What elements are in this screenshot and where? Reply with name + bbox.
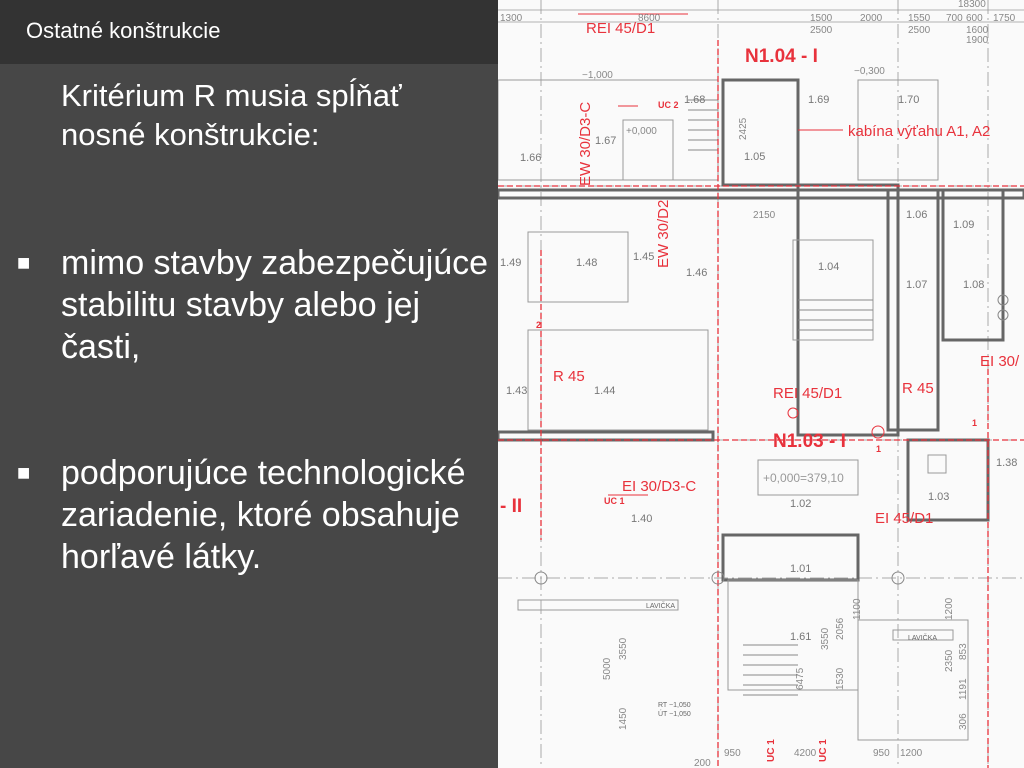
dim-label: 5000: [602, 657, 613, 680]
bullet-item-2: [17, 452, 491, 578]
fire-label: EI 30/D3-C: [622, 478, 697, 495]
note-label: RT −1,050: [658, 702, 691, 709]
room-number: 1.68: [684, 94, 706, 106]
dim-label: 950: [873, 748, 890, 759]
room-number: 1.40: [631, 513, 653, 525]
room-number: 1.67: [595, 135, 617, 147]
floor-plan-image: [498, 0, 1024, 768]
title-bar: [0, 0, 498, 64]
dim-label: 1500: [810, 13, 833, 24]
room-number: 1.48: [576, 257, 598, 269]
fire-label: EI 45/D1: [875, 510, 934, 527]
dim-label: 1600: [966, 25, 989, 36]
dim-label: 2000: [860, 13, 883, 24]
fire-label: kabína výťahu A1, A2: [848, 123, 991, 140]
floor-plan-drawing: [498, 0, 1024, 768]
bullet-item-1: [17, 242, 491, 368]
level-mark: +0,000=379,10: [763, 471, 844, 485]
fire-section-label: - II: [500, 496, 523, 517]
dim-label: 1200: [900, 748, 923, 759]
intro-text: Kritérium R musia spĺňať nosné konštrukcie:: [61, 78, 402, 152]
fire-label: UC 1: [766, 739, 777, 762]
dim-label: 2425: [738, 117, 749, 140]
room-number: 1.70: [898, 94, 920, 106]
dim-label: 200: [694, 758, 711, 768]
fire-label: R 45: [553, 368, 585, 385]
fire-section-label: N1.04 - I: [745, 46, 818, 67]
level-label: −0,300: [854, 66, 885, 77]
dim-label: 6475: [795, 667, 806, 690]
dim-label: 1750: [993, 13, 1016, 24]
level-label: +0,000: [626, 126, 657, 137]
room-number: 1.02: [790, 498, 812, 510]
bullet-square-icon: ■: [17, 250, 31, 275]
room-number: 1.46: [686, 267, 708, 279]
room-number: 1.49: [500, 257, 522, 269]
bullet-text-2: podporujúce technologické zariadenie, ktoré obsahuje horľavé látky.: [61, 454, 466, 576]
dim-label: 1900: [966, 35, 989, 46]
dim-label: 18300: [958, 0, 986, 10]
dim-label: 1191: [958, 678, 969, 700]
dim-label: 1450: [618, 707, 629, 730]
room-number: 1.61: [790, 631, 812, 643]
fire-label: 1: [972, 418, 978, 428]
room-number: 1.44: [594, 385, 616, 397]
dim-label: 306: [958, 713, 969, 730]
room-number: 1.01: [790, 563, 812, 575]
dim-label: 2056: [835, 617, 846, 640]
room-number: 1.04: [818, 261, 840, 273]
dim-label: 2350: [944, 649, 955, 672]
room-number: 1.38: [996, 457, 1018, 469]
slide-text-panel: [0, 0, 498, 768]
room-number: 1.45: [633, 251, 655, 263]
fire-label: EW 30/D2: [655, 199, 672, 268]
fire-label: EI 30/: [980, 353, 1020, 370]
dim-label: 950: [724, 748, 741, 759]
dim-label: 1100: [852, 598, 863, 620]
dim-label: 2500: [810, 25, 833, 36]
room-number: 1.07: [906, 279, 928, 291]
dim-label: 4200: [794, 748, 817, 759]
room-number: 1.09: [953, 219, 975, 231]
fire-section-label: N1.03 - I: [773, 431, 846, 452]
fire-label: 2: [536, 320, 542, 330]
fire-label: REI 45/D1: [586, 20, 656, 37]
dim-label: 3550: [618, 637, 629, 660]
dim-label: 8600: [638, 13, 661, 24]
fire-label: R 45: [902, 380, 934, 397]
dim-label: 700: [946, 13, 963, 24]
room-number: 1.05: [744, 151, 766, 163]
fire-label: UC 1: [818, 739, 829, 762]
room-number: 1.69: [808, 94, 830, 106]
bullet-text-1: mimo stavby zabezpečujúce stabilitu stavby alebo jej časti,: [61, 244, 489, 366]
dim-label: 1200: [944, 597, 955, 620]
fire-label: 1: [876, 444, 882, 454]
dim-label: 3550: [820, 627, 831, 650]
room-number: 1.66: [520, 152, 542, 164]
room-number: 1.06: [906, 209, 928, 221]
bench-label: LAVIČKA: [908, 635, 938, 642]
fire-label: UC 1: [604, 496, 625, 506]
bench-label: LAVIČKA: [646, 603, 676, 610]
dim-label: 1530: [835, 667, 846, 690]
level-label: −1,000: [582, 70, 613, 81]
fire-label: UC 2: [658, 100, 679, 110]
fire-label: EW 30/D3-C: [577, 101, 594, 186]
room-number: 1.43: [506, 385, 528, 397]
dim-label: 1550: [908, 13, 931, 24]
room-number: 1.08: [963, 279, 985, 291]
dim-label: 1300: [500, 13, 523, 24]
room-number: 1.03: [928, 491, 950, 503]
fire-label: REI 45/D1: [773, 385, 843, 402]
dim-label: 853: [958, 643, 969, 660]
bullet-square-icon: ■: [17, 460, 31, 485]
dim-label: 2500: [908, 25, 931, 36]
dim-label: 600: [966, 13, 983, 24]
slide-title: Ostatné konštrukcie: [26, 18, 221, 43]
note-label: ÚT −1,050: [658, 711, 691, 718]
dim-label: 2150: [753, 210, 776, 221]
